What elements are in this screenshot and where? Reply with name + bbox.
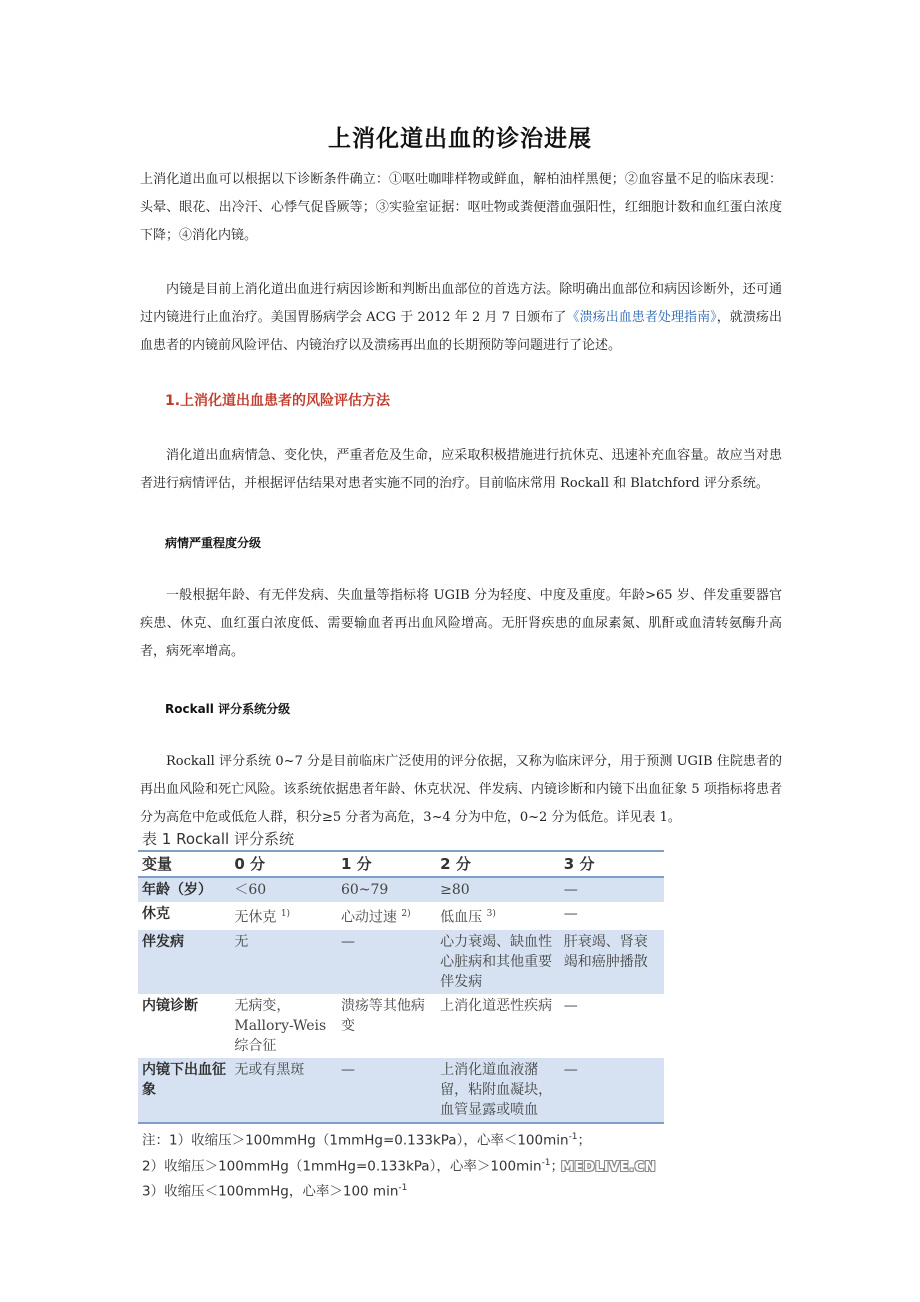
row-label: 休克 [142,906,170,922]
watermark: MEDLIVE.CN [560,1160,656,1175]
note-line [142,1177,591,1203]
cell [436,902,560,930]
paragraph-rockall: Rockall 评分系统 0~7 分是目前临床广泛使用的评分依据，又称为临床评分，用于预测 UGIB 住院患者的再出血风险和死亡风险。该系统依据患者年龄、休克状况、伴发病、内镜诊断和内镜下出血征象 5 项指标将患者分为高危中危或低危人群，积分≥5 分者为高危，3~4 分为中危，0~2 分为低危。详见表 1。 [140,754,782,825]
table-row [138,877,664,902]
rockall-table-figure [138,826,664,1200]
cell: — [337,930,436,994]
cell: — [560,1058,664,1123]
note-sup: -1 [398,1183,408,1193]
paragraph-endoscopy-tail: ，就溃疡出血患者的内镜前风险评估、内镜治疗以及溃疡再出血的长期预防等问题进行了论述。 [140,310,782,353]
rockall-table [138,850,664,1124]
cell: ＜60 [230,877,337,902]
subheading-rockall: Rockall 评分系统分级 [165,702,291,716]
row-label: 内镜诊断 [142,997,198,1014]
cell: 上消化道血液潴留，粘附血凝块，血管显露或喷血 [436,1058,560,1123]
note-tail: ； [550,1158,565,1174]
cell: ≥80 [436,877,560,902]
section-heading-risk: 1.上消化道出血患者的风险评估方法 [165,393,391,409]
note-text: 2）收缩压＞100mmHg（1mmHg=0.133kPa），心率＞100min [142,1158,542,1174]
cell: 肝衰竭、肾衰竭和癌肿播散 [560,930,664,994]
note-line [142,1126,591,1152]
paragraph-endoscopy [140,276,782,360]
cell: 无 [230,930,337,994]
cell: — [560,877,664,902]
header-score-1: 1 分 [337,851,436,877]
note-text: 注：1）收缩压＞100mmHg（1mmHg=0.133kPa），心率＜100min [142,1132,569,1149]
cell: 无病变，Mallory-Weis 综合征 [234,997,327,1054]
table-notes [142,1126,591,1203]
header-score-0: 0 分 [230,851,337,877]
cell-text: 低血压 [440,909,483,926]
row-label: 年龄（岁） [138,877,230,902]
cell: 溃疡等其他病变 [340,997,425,1034]
table-row [138,994,664,1058]
row-label: 伴发病 [138,930,230,994]
note-sup: -1 [541,1157,551,1168]
subheading-severity: 病情严重程度分级 [165,536,262,550]
table-caption: 表 1 Rockall 评分系统 [142,830,294,848]
header-score-3: 3 分 [560,851,664,877]
note-sup: -1 [568,1132,578,1142]
paragraph-severity: 一般根据年龄、有无伴发病、失血量等指标将 UGIB 分为轻度、中度及重度。年龄>65 岁、伴发重要器官疾患、休克、血红蛋白浓度低、需要输血者再出血风险增高。无肝肾疾患的血尿素氮、肌酐或血清转氨酶升高者，病死率增高。 [140,588,782,659]
cell: — [563,997,578,1014]
table-row [138,1058,664,1123]
cell [230,902,337,930]
note-text: 3）收缩压＜100mmHg，心率＞100 min [142,1183,399,1200]
cell: — [563,906,578,922]
cell [337,902,436,930]
footnote-marker: 1) [280,909,291,919]
header-score-2: 2 分 [436,851,560,877]
page-title: 上消化道出血的诊治进展 [328,125,592,152]
paragraph-diagnosis: 上消化道出血可以根据以下诊断条件确立：①呕吐咖啡样物或鲜血，解柏油样黑便；②血容量不足的临床表现：头晕、眼花、出冷汗、心悸气促昏厥等；③实验室证据：呕吐物或粪便潜血强阳性，红细胞计数和血红蛋白浓度下降；④消化内镜。 [140,172,782,243]
cell-text: 心动过速 [340,909,397,926]
cell: 上消化道恶性疾病 [440,997,553,1014]
note-line [142,1152,591,1178]
paragraph-risk-intro: 消化道出血病情急、变化快，严重者危及生命，应采取积极措施进行抗休克、迅速补充血容量。故应当对患者进行病情评估，并根据评估结果对患者实施不同的治疗。目前临床常用 Rockall 和 Blatchford 评分系统。 [140,448,782,491]
cell: 60~79 [337,877,436,902]
table-row [138,930,664,994]
cell-text: 无休克 [234,909,277,926]
header-variable: 变量 [138,851,230,877]
cell: — [337,1058,436,1123]
footnote-marker: 3) [486,909,496,919]
table-row [138,902,664,930]
paragraph-endoscopy-text: 内镜是目前上消化道出血进行病因诊断和判断出血部位的首选方法。除明确出血部位和病因诊断外，还可通过内镜进行止血治疗。美国胃肠病学会 ACG 于 2012 年 2 月 7 日颁布了 [140,282,782,325]
cell: 心力衰竭、缺血性心脏病和其他重要伴发病 [436,930,560,994]
table-header-row [138,851,664,877]
note-tail: ； [577,1132,592,1149]
footnote-marker: 2) [401,909,411,919]
cell: 无或有黑斑 [230,1058,337,1123]
guideline-link[interactable]: 《溃疡出血患者处理指南》 [566,310,717,325]
row-label: 内镜下出血征象 [138,1058,230,1123]
